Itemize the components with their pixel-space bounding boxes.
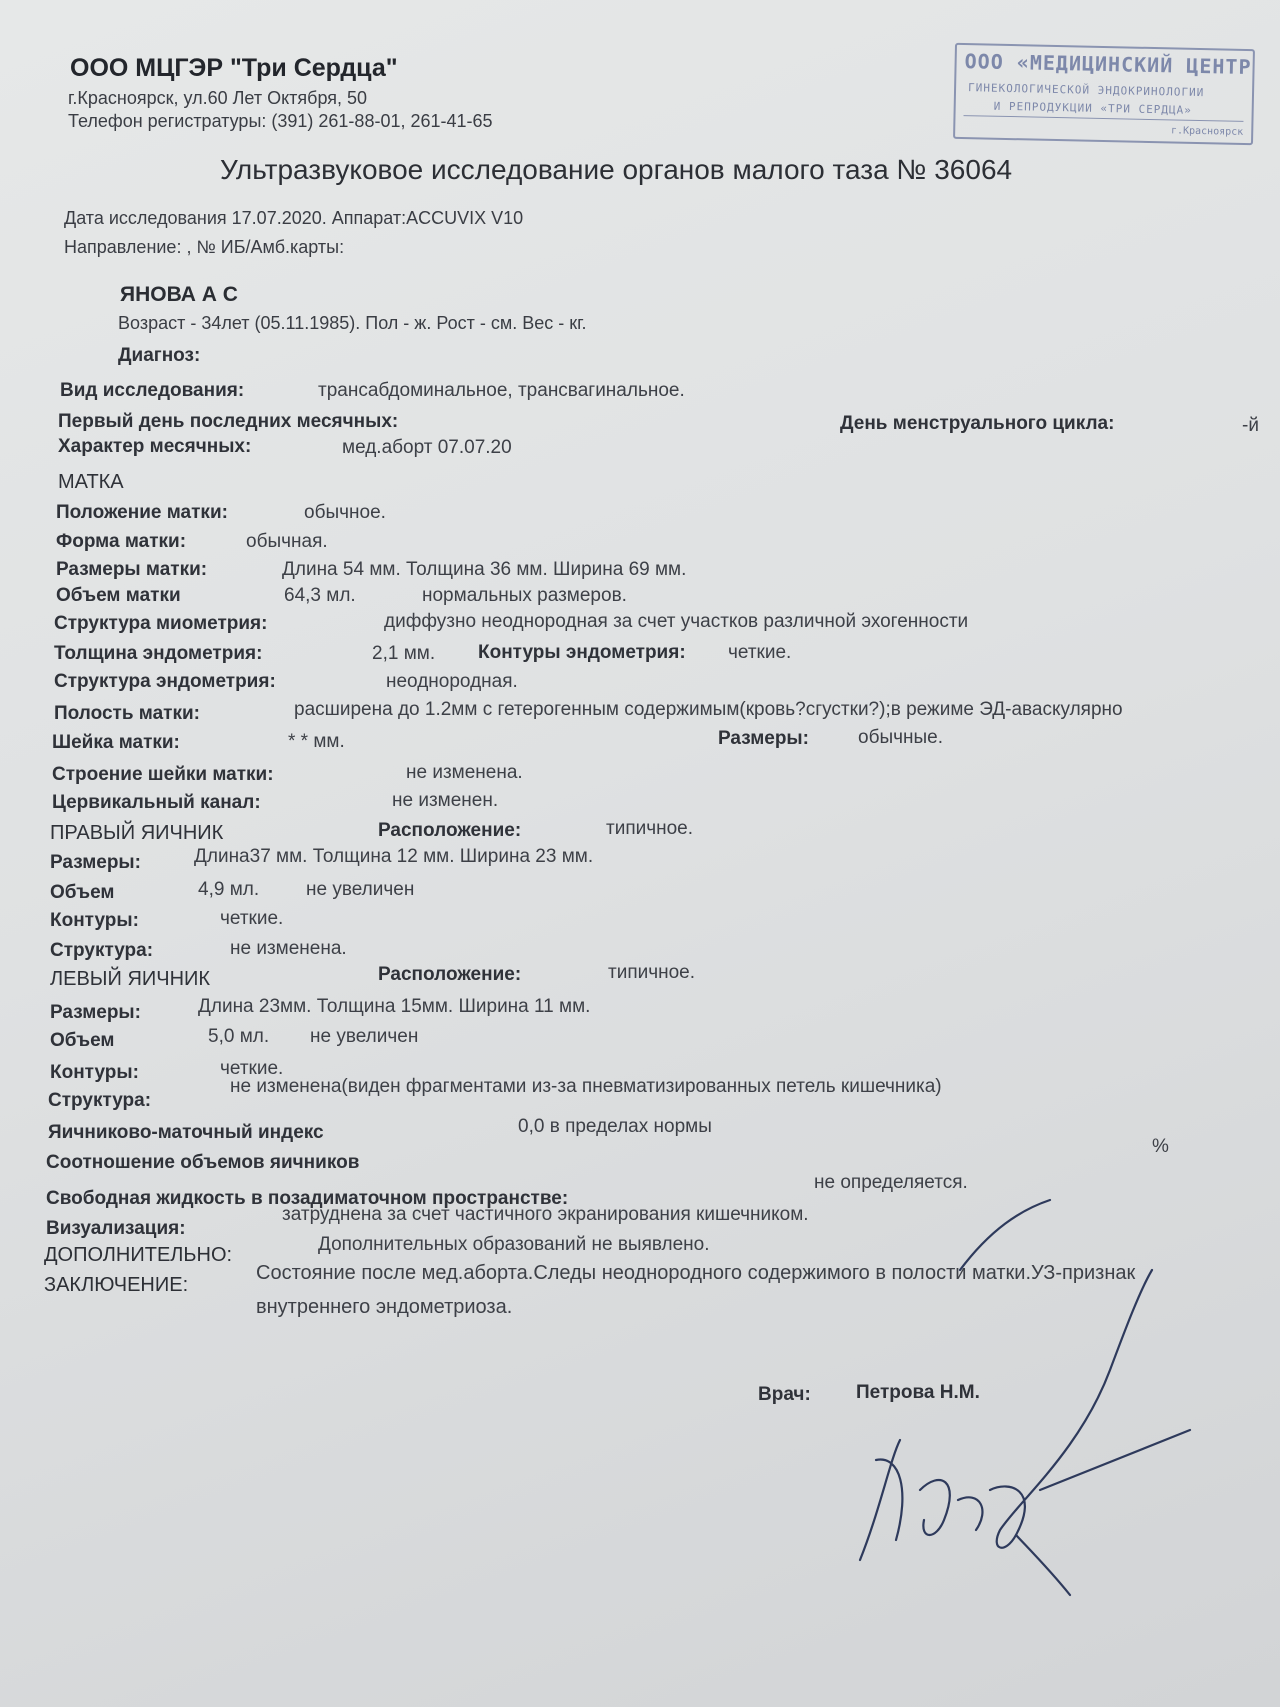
- cycle-day-label: День менструального цикла:: [840, 413, 1115, 434]
- doctor-signature: [840, 1190, 1200, 1610]
- left-ovary-contour-value: четкие.: [220, 1058, 284, 1079]
- right-ovary-size-value: Длина37 мм. Толщина 12 мм. Ширина 23 мм.: [194, 846, 594, 867]
- endometrium-contour-value: четкие.: [728, 642, 792, 663]
- study-type-label: Вид исследования:: [60, 380, 245, 401]
- visualization-value: затруднена за счет частичного экранирования кишечником.: [282, 1204, 809, 1225]
- menses-label: Характер месячных:: [58, 436, 252, 457]
- uterus-volume-value: 64,3 мл.: [284, 585, 356, 606]
- clinic-stamp: [953, 43, 1255, 145]
- org-name: ООО МЦГЭР "Три Сердца": [70, 54, 398, 82]
- left-ovary-structure-label: Структура:: [48, 1090, 152, 1111]
- additional-value: Дополнительных образований не выявлено.: [318, 1234, 710, 1255]
- cervix-label: Шейка матки:: [52, 732, 180, 753]
- cycle-day-value: -й: [1242, 415, 1259, 436]
- uterus-size-label: Размеры матки:: [56, 559, 208, 580]
- cervix-size-label: Размеры:: [718, 728, 809, 749]
- endometrium-contour-label: Контуры эндометрия:: [478, 642, 686, 663]
- left-ovary-structure-value: не изменена(виден фрагментами из-за пневматизированных петель кишечника): [230, 1076, 942, 1097]
- stamp-rule: [964, 115, 1244, 122]
- free-fluid-label: Свободная жидкость в позадиматочном пространстве:: [46, 1188, 569, 1209]
- right-ovary-size-label: Размеры:: [50, 852, 141, 873]
- right-ovary-location-label: Расположение:: [378, 820, 522, 841]
- conclusion-label: ЗАКЛЮЧЕНИЕ:: [44, 1274, 189, 1296]
- left-ovary-size-label: Размеры:: [50, 1002, 141, 1023]
- patient-details: Возраст - 34лет (05.11.1985). Пол - ж. Рост - см. Вес - кг.: [118, 313, 587, 333]
- conclusion-line-1: Состояние после мед.аборта.Следы неоднородного содержимого в полости матки.УЗ-признак: [256, 1262, 1136, 1284]
- exam-date-line: Дата исследования 17.07.2020. Аппарат:ACCUVIX V10: [64, 208, 524, 228]
- myometrium-label: Структура миометрия:: [54, 613, 268, 634]
- study-type-value: трансабдоминальное, трансвагинальное.: [318, 380, 685, 401]
- uterus-volume-note: нормальных размеров.: [422, 585, 627, 606]
- left-ovary-heading: ЛЕВЫЙ ЯИЧНИК: [50, 968, 211, 990]
- stamp-line-2: ГИНЕКОЛОГИЧЕСКОЙ ЭНДОКРИНОЛОГИИ: [967, 81, 1205, 100]
- doctor-label: Врач:: [758, 1384, 811, 1405]
- left-ovary-size-value: Длина 23мм. Толщина 15мм. Ширина 11 мм.: [198, 996, 591, 1017]
- right-ovary-heading: ПРАВЫЙ ЯИЧНИК: [50, 822, 224, 844]
- cervical-canal-label: Цервикальный канал:: [52, 792, 261, 813]
- left-ovary-location-label: Расположение:: [378, 964, 522, 985]
- free-fluid-value: не определяется.: [814, 1172, 968, 1193]
- left-ovary-volume-label: Объем: [50, 1030, 115, 1051]
- ovary-uterus-index-label: Яичниково-маточный индекс: [48, 1122, 324, 1143]
- endometrium-thickness-value: 2,1 мм.: [372, 643, 436, 664]
- endometrium-structure-value: неоднородная.: [386, 671, 518, 692]
- right-ovary-contour-label: Контуры:: [50, 910, 139, 931]
- cervix-value: * * мм.: [288, 731, 345, 752]
- cervix-structure-label: Строение шейки матки:: [52, 764, 274, 785]
- left-ovary-contour-label: Контуры:: [50, 1062, 139, 1083]
- right-ovary-contour-value: четкие.: [220, 908, 284, 929]
- doctor-name: Петрова Н.М.: [856, 1382, 980, 1403]
- uterus-position-label: Положение матки:: [56, 502, 228, 523]
- page-title: Ультразвуковое исследование органов малого таза № 36064: [220, 154, 1013, 185]
- uterine-cavity-label: Полость матки:: [54, 703, 200, 724]
- uterus-position-value: обычное.: [304, 502, 386, 523]
- uterus-heading: МАТКА: [58, 471, 124, 493]
- left-ovary-volume-value: 5,0 мл.: [208, 1026, 270, 1047]
- right-ovary-location-value: типичное.: [606, 818, 694, 839]
- uterus-volume-label: Объем матки: [56, 585, 181, 606]
- ovary-volume-ratio-label: Соотношение объемов яичников: [46, 1152, 360, 1173]
- ovary-uterus-index-value: 0,0 в пределах нормы: [518, 1116, 712, 1137]
- stamp-line-4: г.Красноярск: [1170, 125, 1244, 138]
- endometrium-structure-label: Структура эндометрия:: [54, 671, 276, 692]
- right-ovary-structure-value: не изменена.: [230, 938, 347, 959]
- org-phone: Телефон регистратуры: (391) 261-88-01, 261-41-65: [68, 111, 493, 131]
- org-address: г.Красноярск, ул.60 Лет Октября, 50: [68, 88, 368, 108]
- cervix-size-value: обычные.: [858, 727, 943, 748]
- right-ovary-volume-note: не увеличен: [306, 879, 415, 900]
- stamp-line-1: ООО «МЕДИЦИНСКИЙ ЦЕНТР: [964, 49, 1252, 80]
- myometrium-value: диффузно неоднородная за счет участков различной эхогенности: [384, 611, 969, 632]
- diagnosis-label: Диагноз:: [118, 345, 201, 366]
- left-ovary-location-value: типичное.: [608, 962, 696, 983]
- right-ovary-volume-label: Объем: [50, 882, 115, 903]
- endometrium-thickness-label: Толщина эндометрия:: [54, 643, 263, 664]
- ovary-volume-ratio-unit: %: [1152, 1136, 1169, 1157]
- menses-value: мед.аборт 07.07.20: [342, 437, 512, 458]
- uterus-size-value: Длина 54 мм. Толщина 36 мм. Ширина 69 мм.: [282, 559, 687, 580]
- right-ovary-volume-value: 4,9 мл.: [198, 879, 260, 900]
- conclusion-line-2: внутреннего эндометриоза.: [256, 1296, 513, 1318]
- uterus-shape-value: обычная.: [246, 531, 328, 552]
- right-ovary-structure-label: Структура:: [50, 940, 154, 961]
- patient-name: ЯНОВА А С: [120, 283, 238, 306]
- uterus-shape-label: Форма матки:: [56, 531, 187, 552]
- left-ovary-volume-note: не увеличен: [310, 1026, 419, 1047]
- direction-line: Направление: , № ИБ/Амб.карты:: [64, 237, 345, 257]
- cervical-canal-value: не изменен.: [392, 790, 499, 811]
- additional-label: ДОПОЛНИТЕЛЬНО:: [44, 1244, 233, 1266]
- lmp-label: Первый день последних месячных:: [58, 411, 399, 432]
- cervix-structure-value: не изменена.: [406, 762, 523, 783]
- uterine-cavity-value: расширена до 1.2мм с гетерогенным содержимым(кровь?сгустки?);в режиме ЭД-аваскулярно: [294, 699, 1123, 720]
- visualization-label: Визуализация:: [46, 1218, 186, 1239]
- stamp-line-3: И РЕПРОДУКЦИИ «ТРИ СЕРДЦА»: [993, 99, 1193, 117]
